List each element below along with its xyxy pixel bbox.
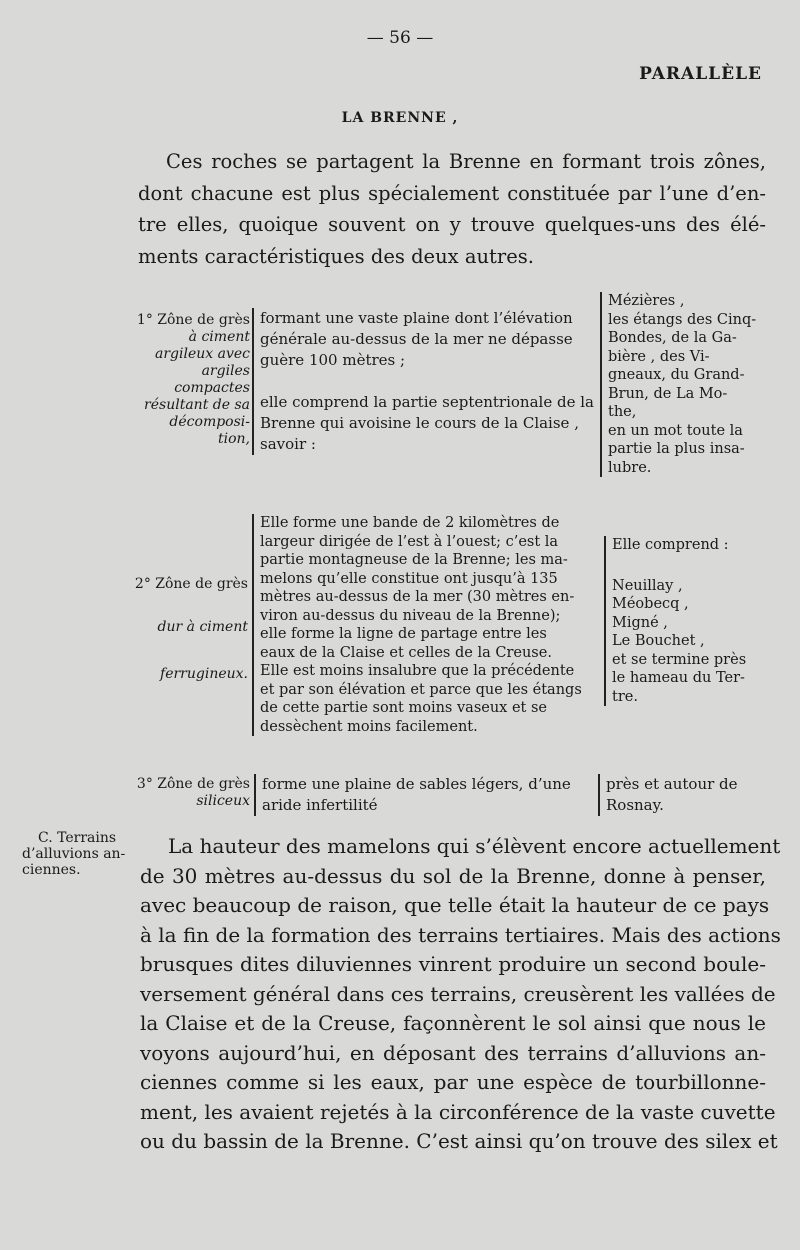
place-line: Brun, de La Mo- bbox=[608, 385, 728, 402]
desc-line: Brenne qui avoisine le cours de la Claise , bbox=[260, 414, 579, 432]
text-line: ment, les avaient rejetés à la circonférence de la vaste cuvette bbox=[140, 1099, 776, 1124]
label-line: à ciment bbox=[188, 329, 250, 345]
place-line: Le Bouchet , bbox=[612, 633, 705, 649]
desc-line: viron au-dessus du niveau de la Brenne); bbox=[260, 607, 561, 624]
label-line: argiles bbox=[201, 363, 250, 379]
desc-line: aride infertilité bbox=[262, 796, 378, 814]
label-line: tion, bbox=[218, 431, 250, 447]
desc-line: savoir : bbox=[260, 435, 316, 453]
place-line: lubre. bbox=[608, 459, 652, 476]
margin-line: ciennes. bbox=[22, 862, 81, 878]
desc-line: Elle forme une bande de 2 kilomètres de bbox=[260, 515, 560, 531]
label-line: 3° Zône de grès bbox=[136, 776, 250, 792]
place-line: les étangs des Cinq- bbox=[608, 311, 757, 328]
place-line: Rosnay. bbox=[606, 796, 664, 814]
page-number: — 56 — bbox=[366, 28, 434, 48]
text-line: à la fin de la formation des terrains tertiaires. Mais des actions bbox=[140, 922, 781, 947]
text-line: tre elles, quoique souvent on y trouve quelques-uns des élé- bbox=[138, 213, 766, 236]
running-head-right: PARALLÈLE bbox=[639, 64, 762, 84]
margin-line: d’alluvions an- bbox=[22, 846, 126, 862]
desc-line: de cette partie sont moins vaseux et se bbox=[260, 700, 548, 716]
place-line: the, bbox=[608, 404, 637, 420]
desc-line: eaux de la Claise et celles de la Creuse. bbox=[260, 644, 552, 661]
text-line: la Claise et de la Creuse, façonnèrent le sol ainsi que nous le bbox=[140, 1011, 766, 1035]
desc-line: formant une vaste plaine dont l’élévation bbox=[260, 309, 573, 327]
desc-line: partie montagneuse de la Brenne; les ma- bbox=[260, 552, 568, 568]
margin-note bbox=[22, 830, 140, 878]
body-paragraph bbox=[140, 832, 781, 1157]
text-line: ments caractéristiques des deux autres. bbox=[138, 244, 534, 268]
text-line: de 30 mètres au-dessus du sol de la Brenne, donne à penser, bbox=[140, 863, 766, 888]
text-line: La hauteur des mamelons qui s’élèvent encore actuellement bbox=[168, 834, 781, 858]
place-line: gneaux, du Grand- bbox=[608, 367, 745, 383]
label-line: argileux avec bbox=[155, 346, 250, 362]
desc-line: elle forme la ligne de partage entre les bbox=[260, 626, 547, 642]
desc-line: Elle est moins insalubre que la précédente bbox=[260, 663, 575, 679]
place-line: partie la plus insa- bbox=[608, 441, 745, 457]
label-line: 1° Zône de grès bbox=[136, 312, 250, 328]
desc-line: largeur dirigée de l’est à l’ouest; c’est la bbox=[260, 533, 559, 550]
intro-paragraph bbox=[138, 146, 766, 272]
label-line: siliceux bbox=[196, 793, 250, 809]
zone2-places bbox=[604, 536, 772, 706]
label-line: décomposi- bbox=[169, 414, 250, 430]
place-line: bière , des Vi- bbox=[608, 348, 710, 365]
label-line: 2° Zône de grès bbox=[134, 576, 248, 592]
zone2-label bbox=[120, 576, 248, 683]
place-line: tre. bbox=[612, 688, 638, 705]
text-line: voyons aujourd’hui, en déposant des terrains d’alluvions an- bbox=[140, 1040, 766, 1065]
margin-line: C. Terrains bbox=[38, 830, 117, 846]
zone3-description bbox=[254, 774, 604, 816]
place-line: et se termine près bbox=[612, 651, 747, 668]
label-line: ferrugineux. bbox=[160, 666, 248, 682]
desc-line: générale au-dessus de la mer ne dépasse bbox=[260, 330, 573, 348]
place-line: le hameau du Ter- bbox=[612, 670, 745, 686]
text-line: ciennes comme si les eaux, par une espèce de tourbillonne- bbox=[140, 1070, 766, 1094]
zone3-label bbox=[120, 776, 250, 810]
desc-line: melons qu’elle constitue ont jusqu’à 135 bbox=[260, 570, 558, 587]
zone3-places bbox=[598, 774, 772, 816]
place-line: Neuillay , bbox=[612, 577, 683, 594]
zone2-description bbox=[252, 514, 608, 736]
desc-line: mètres au-dessus de la mer (30 mètres en- bbox=[260, 589, 575, 605]
place-line: Mézières , bbox=[608, 293, 685, 309]
label-line: résultant de sa bbox=[144, 397, 250, 413]
label-line: compactes bbox=[174, 380, 250, 396]
desc-line bbox=[260, 371, 606, 392]
place-line: en un mot toute la bbox=[608, 422, 743, 439]
zone1-places bbox=[600, 292, 772, 477]
zone1-description bbox=[252, 308, 606, 455]
label-line: dur à ciment bbox=[157, 619, 248, 635]
text-line: ou du bassin de la Brenne. C’est ainsi qu’on trouve des silex et bbox=[140, 1129, 778, 1153]
place-line: près et autour de bbox=[606, 775, 738, 793]
text-line: avec beaucoup de raison, que telle était la hauteur de ce pays bbox=[140, 893, 770, 917]
desc-line: et par son élévation et parce que les étangs bbox=[260, 681, 582, 698]
place-line: Migné , bbox=[612, 614, 668, 631]
place-line: Méobecq , bbox=[612, 596, 689, 612]
text-line: versement général dans ces terrains, creusèrent les vallées de bbox=[140, 981, 776, 1006]
desc-line: guère 100 mètres ; bbox=[260, 351, 406, 369]
desc-line: elle comprend la partie septentrionale de la bbox=[260, 393, 594, 411]
text-line: Ces roches se partagent la Brenne en formant trois zônes, bbox=[166, 150, 766, 173]
zone1-label bbox=[128, 312, 250, 448]
text-line: brusques dites diluviennes vinrent produire un second boule- bbox=[140, 952, 766, 976]
desc-line: forme une plaine de sables légers, d’une bbox=[262, 775, 571, 793]
running-head-center: LA BRENNE , bbox=[341, 110, 459, 126]
desc-line: dessèchent moins facilement. bbox=[260, 718, 478, 735]
place-line: Elle comprend : bbox=[612, 537, 729, 553]
place-line: Bondes, de la Ga- bbox=[608, 330, 737, 346]
text-line: dont chacune est plus spécialement constituée par l’une d’en- bbox=[138, 181, 766, 205]
